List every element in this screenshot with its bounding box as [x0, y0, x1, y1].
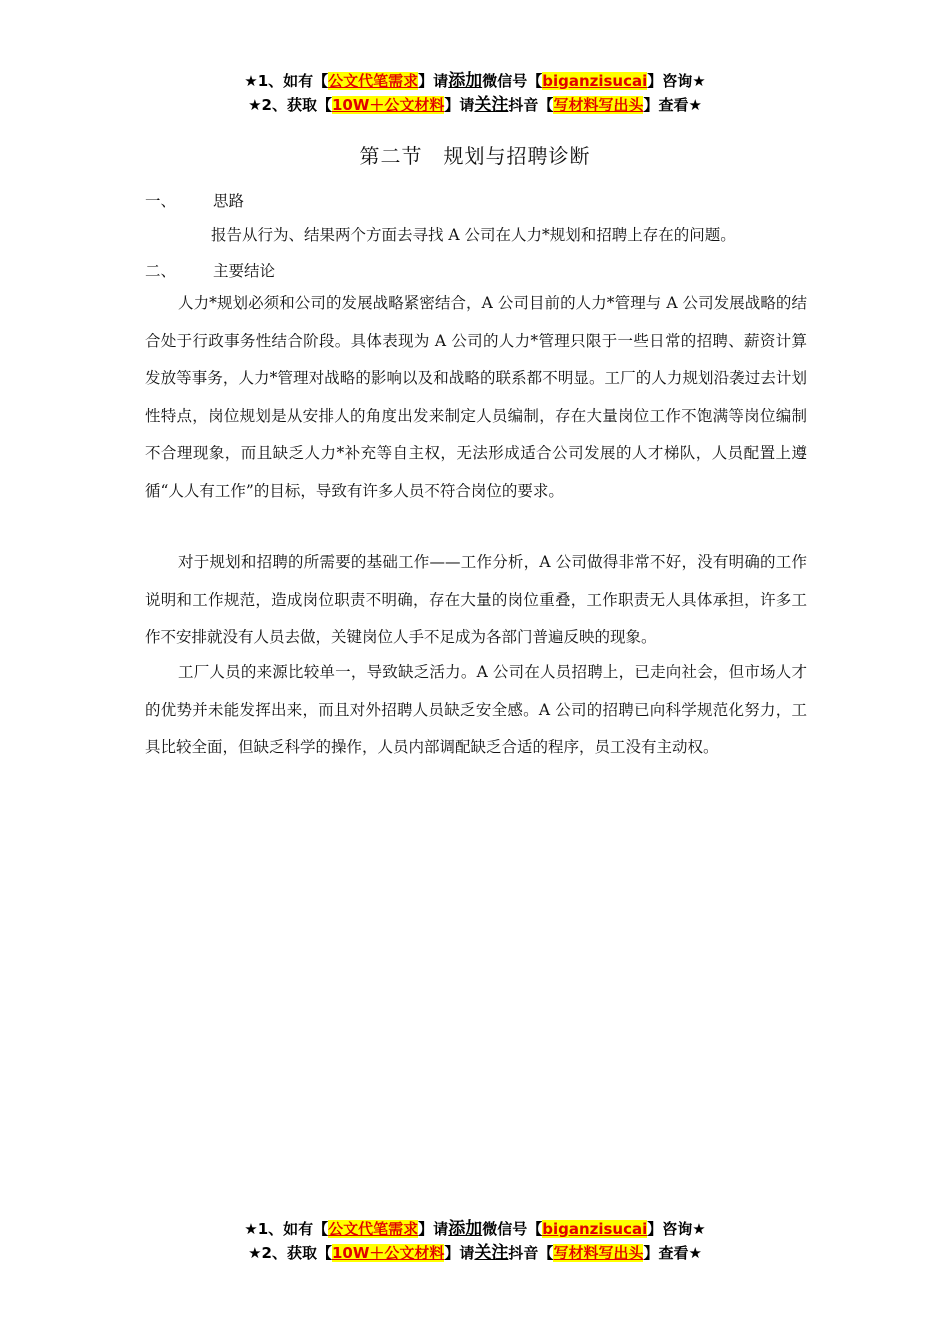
- banner-text: 】请: [418, 72, 449, 90]
- banner-text: 微信号【: [482, 72, 543, 90]
- banner-highlight: 写材料写出头: [553, 96, 644, 114]
- banner-text: 抖音【: [508, 1244, 554, 1262]
- banner-text: 】请: [418, 1220, 449, 1238]
- banner-text: 】咨询★: [647, 1220, 706, 1238]
- banner-text: 】请: [444, 1244, 475, 1262]
- banner-emphasis: 添加: [448, 1219, 483, 1239]
- section-1-text: 报告从行为、结果两个方面去寻找 A 公司在人力*规划和招聘上存在的问题。: [211, 226, 736, 244]
- banner-text: 】查看★: [643, 1244, 702, 1262]
- bottom-ad-banner: [0, 1217, 950, 1265]
- banner-highlight: 写材料写出头: [553, 1244, 644, 1262]
- banner-text: ★2、获取【: [248, 1244, 332, 1262]
- section-number: 一、: [145, 192, 177, 210]
- banner-highlight: biganzisucai: [542, 72, 648, 90]
- banner-emphasis: 添加: [448, 71, 483, 91]
- banner-highlight: 公文代笔需求: [328, 72, 419, 90]
- banner-text: ★1、如有【: [244, 72, 329, 90]
- banner-highlight: biganzisucai: [542, 1220, 648, 1238]
- banner-highlight: 10W＋公文材料: [331, 1244, 445, 1262]
- paragraph-1: 人力*规划必须和公司的发展战略紧密结合，A 公司目前的人力*管理与 A 公司发展战略的结合处于行政事务性结合阶段。具体表现为 A 公司的人力*管理只限于一些日常的招聘、薪资计算发放等事务，人力*管理对战略的影响以及和战略的联系都不明显。工厂的人力规划沿袭过去计划性特点，岗位规划是从安排人的角度出发来制定人员编制，存在大量岗位工作不饱满等岗位编制不合理现象，而且缺乏人力*补充等自主权，无法形成适合公司发展的人才梯队，人员配置上遵循“人人有工作”的目标，导致有许多人员不符合岗位的要求。: [145, 294, 807, 500]
- section-label: 主要结论: [213, 262, 276, 280]
- banner-line-2: [0, 93, 950, 117]
- banner-text: 】请: [444, 96, 475, 114]
- banner-text: 】咨询★: [647, 72, 706, 90]
- banner-text: 微信号【: [482, 1220, 543, 1238]
- banner-line-2: [0, 1241, 950, 1265]
- banner-line-1: [0, 1217, 950, 1241]
- banner-text: ★1、如有【: [244, 1220, 329, 1238]
- page-title: 第二节 规划与招聘诊断: [359, 144, 591, 168]
- section-heading-1: [145, 191, 244, 211]
- top-ad-banner: [0, 69, 950, 117]
- banner-highlight: 10W＋公文材料: [331, 96, 445, 114]
- banner-highlight: 公文代笔需求: [328, 1220, 419, 1238]
- banner-line-1: [0, 69, 950, 93]
- section-number: 二、: [145, 262, 177, 280]
- banner-emphasis: 关注: [474, 95, 509, 115]
- section-label: 思路: [213, 192, 245, 210]
- paragraph-3: 工厂人员的来源比较单一，导致缺乏活力。A 公司在人员招聘上，已走向社会，但市场人才的优势并未能发挥出来，而且对外招聘人员缺乏安全感。A 公司的招聘已向科学规范化努力，工具比较全面，但缺乏科学的操作，人员内部调配缺乏合适的程序，员工没有主动权。: [145, 663, 807, 756]
- paragraph-2: 对于规划和招聘的所需要的基础工作——工作分析，A 公司做得非常不好，没有明确的工作说明和工作规范，造成岗位职责不明确，存在大量的岗位重叠，工作职责无人具体承担，许多工作不安排就没有人员去做，关键岗位人手不足成为各部门普遍反映的现象。: [145, 553, 807, 646]
- banner-text: ★2、获取【: [248, 96, 332, 114]
- banner-text: 抖音【: [508, 96, 554, 114]
- banner-text: 】查看★: [643, 96, 702, 114]
- section-heading-2: [145, 261, 275, 281]
- banner-emphasis: 关注: [474, 1243, 509, 1263]
